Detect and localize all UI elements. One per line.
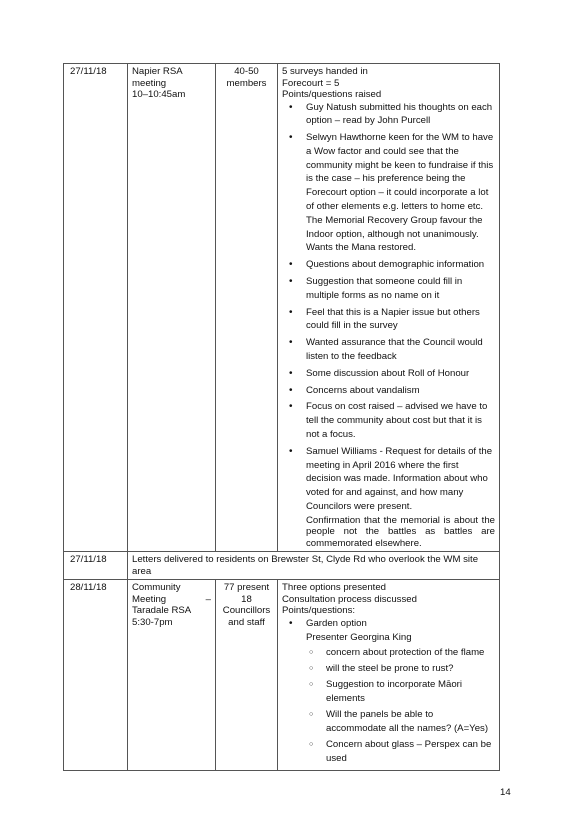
- date-cell: 28/11/18: [64, 580, 128, 770]
- confirmation-note: Confirmation that the memorial is about the people not the battles as battles are commemorated elsewhere.: [306, 514, 495, 549]
- list-item: ○ Concern about glass – Perspex can be used: [282, 738, 495, 766]
- event-cell: [128, 580, 216, 770]
- table-row: [64, 580, 500, 770]
- attendance-line: Councillors: [222, 605, 271, 617]
- list-item: • Focus on cost raised – advised we have to tell the community about cost but that it is not a focus.: [282, 400, 495, 441]
- notes-intro: Points/questions:: [282, 605, 356, 617]
- event-line: 5:30-7pm: [132, 616, 173, 628]
- list-item: ○ concern about protection of the flame: [282, 646, 495, 660]
- event-line: Community: [132, 582, 181, 594]
- list-item: • Suggestion that someone could fill in multiple forms as no name on it: [282, 275, 495, 303]
- list-item: • Guy Natush submitted his thoughts on each option – read by John Purcell: [282, 101, 495, 129]
- notes-intro: 5 surveys handed in: [282, 66, 368, 77]
- list-item: • Wanted assurance that the Council would listen to the feedback: [282, 336, 495, 364]
- list-item: • Concerns about vandalism: [282, 384, 495, 398]
- date-cell: 27/11/18: [64, 64, 128, 552]
- attendance-line: 77 present: [223, 582, 270, 594]
- event-line-text: Meeting: [132, 593, 167, 605]
- event-line: 10–10:45am: [132, 89, 186, 100]
- notes-intro: Consultation process discussed: [282, 593, 417, 605]
- table-row: [64, 552, 500, 580]
- attendance-line: and staff: [228, 616, 265, 628]
- notes-cell: [278, 580, 500, 770]
- list-item: ○ will the steel be prone to rust?: [282, 662, 495, 676]
- list-item: • Some discussion about Roll of Honour: [282, 367, 495, 381]
- event-line: Taradale RSA: [132, 605, 192, 617]
- event-line-dash: –: [205, 593, 211, 605]
- attendance-line: 40-50: [234, 66, 259, 77]
- event-line: [132, 594, 211, 606]
- notes-cell: Letters delivered to residents on Brewster St, Clyde Rd who overlook the WM site area: [128, 552, 500, 580]
- attendance-line: members: [226, 77, 267, 89]
- list-item: ○ Suggestion to incorporate Māori elements: [282, 678, 495, 706]
- attendance-cell: [216, 64, 278, 552]
- notes-intro: Three options presented: [282, 582, 386, 594]
- presenter-line: Presenter Georgina King: [306, 631, 412, 643]
- list-item: ○ Will the panels be able to accommodate all the names? (A=Yes): [282, 708, 495, 736]
- event-line: Napier RSA: [132, 66, 183, 77]
- event-line: meeting: [132, 77, 167, 89]
- list-item: • Garden option: [282, 617, 495, 631]
- date-cell: 27/11/18: [64, 552, 128, 580]
- list-item: • Feel that this is a Napier issue but others could fill in the survey: [282, 306, 495, 334]
- notes-intro: Points/questions raised: [282, 89, 382, 100]
- consultation-log-table: [63, 63, 500, 771]
- event-cell: [128, 64, 216, 552]
- notes-intro: Forecourt = 5: [282, 77, 340, 89]
- attendance-cell: [216, 580, 278, 770]
- notes-cell: [278, 64, 500, 552]
- list-item: • Questions about demographic information: [282, 258, 495, 272]
- list-item: • Selwyn Hawthorne keen for the WM to have a Wow factor and could see that the community might be keen to fundraise if this is the case – his preference being the Forecourt option – it could incorporate a lot of other elements e.g. letters to home etc. The Memorial Recovery Group favour the Indoor option, although not unanimously. Wants the Mana restored.: [282, 131, 495, 255]
- list-item: • Samuel Williams - Request for details of the meeting in April 2016 where the first decision was made. Information about who voted for and against, and how many Councilors were present.: [282, 445, 495, 514]
- options-list: [282, 617, 495, 631]
- page-number: 14: [500, 787, 511, 798]
- garden-points-list: [282, 646, 495, 766]
- points-list: [282, 101, 495, 514]
- table-row: [64, 64, 500, 552]
- attendance-line: 18: [241, 593, 252, 605]
